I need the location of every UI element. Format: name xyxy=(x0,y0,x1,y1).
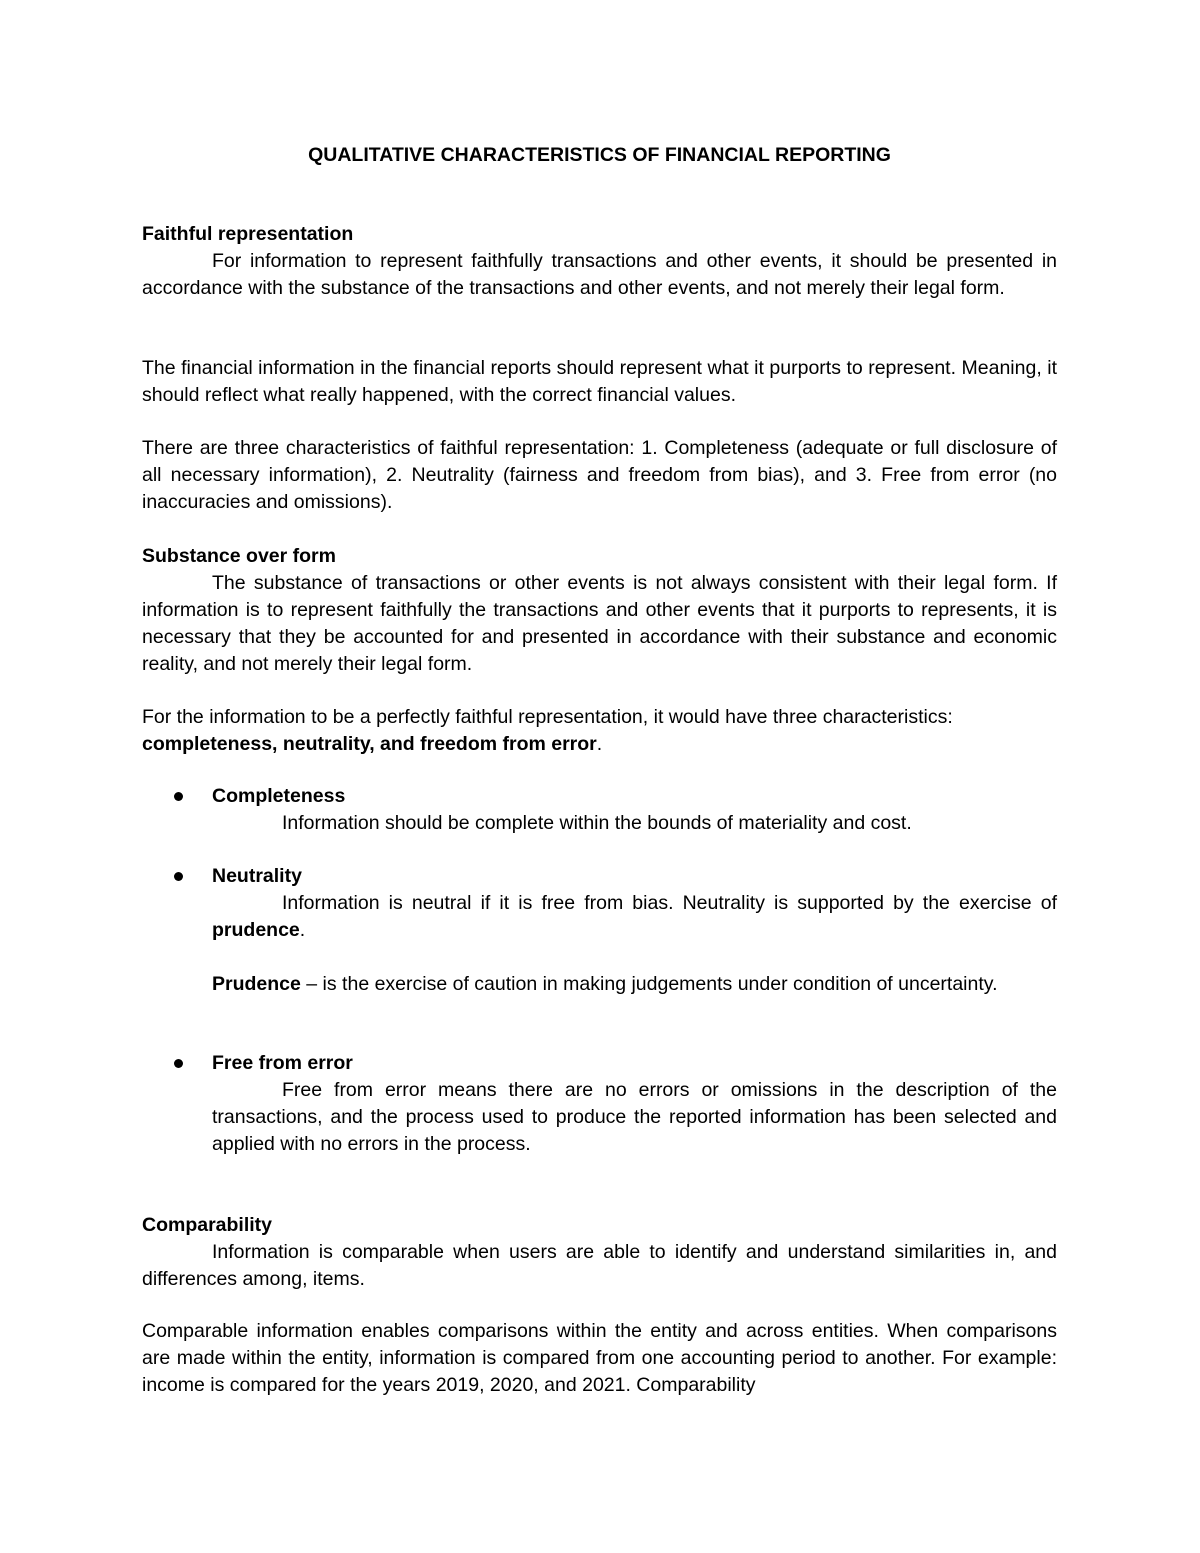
neutrality-text-lead: Information is neutral if it is free from bias. Neutrality is supported by the exercise of xyxy=(282,892,1057,914)
substance-heading: Substance over form xyxy=(142,545,336,567)
substance-characteristics: completeness, neutrality, and freedom from error xyxy=(142,733,597,755)
neutrality-text-end: . xyxy=(299,919,306,941)
bullet-icon xyxy=(174,872,183,881)
neutrality-heading: Neutrality xyxy=(212,865,302,887)
free-from-error-text: Free from error means there are no errors or omissions in the description of the transactions, and the process used to produce the reported information has been selected and applied with no errors in the process. xyxy=(212,1079,1057,1155)
faithful-paragraph-1: For information to represent faithfully transactions and other events, it should be presented in accordance with the substance of the transactions and other events, and not merely their legal form. xyxy=(142,250,1057,299)
neutrality-text xyxy=(212,890,1057,944)
completeness-text: Information should be complete within the bounds of materiality and cost. xyxy=(282,812,912,834)
substance-paragraph-2-lead: For the information to be a perfectly faithful representation, it would have three characteristics: xyxy=(142,706,953,728)
comparability-paragraph-2: Comparable information enables comparisons within the entity and across entities. When comparisons are made within the entity, information is compared from one accounting period to another. For example: income is compared for the years 2019, 2020, and 2021. Comparability xyxy=(142,1320,1057,1396)
page-title: QUALITATIVE CHARACTERISTICS OF FINANCIAL REPORTING xyxy=(308,144,891,166)
prudence-term-inline: prudence xyxy=(212,919,300,941)
prudence-definition-text: – is the exercise of caution in making judgements under condition of uncertainty. xyxy=(300,973,998,995)
substance-paragraph-2-end: . xyxy=(596,733,603,755)
bullet-icon xyxy=(174,792,183,801)
comparability-heading: Comparability xyxy=(142,1214,273,1236)
prudence-definition xyxy=(212,971,1057,998)
faithful-heading: Faithful representation xyxy=(142,223,354,245)
completeness-heading: Completeness xyxy=(212,785,346,807)
bullet-icon xyxy=(174,1059,183,1068)
substance-paragraph-1: The substance of transactions or other events is not always consistent with their legal form. If information is to represent faithfully the transactions and other events that it purports to represents, it is necessary that they be accounted for and presented in accordance with their substance and economic reality, and not merely their legal form. xyxy=(142,572,1057,675)
comparability-paragraph-1: Information is comparable when users are able to identify and understand similarities in, and differences among, items. xyxy=(142,1241,1057,1290)
faithful-paragraph-2: The financial information in the financial reports should represent what it purports to represent. Meaning, it should reflect what really happened, with the correct financial values. xyxy=(142,357,1057,406)
substance-paragraph-2 xyxy=(142,704,1057,758)
prudence-term: Prudence xyxy=(212,973,301,995)
free-from-error-heading: Free from error xyxy=(212,1052,353,1074)
faithful-paragraph-3: There are three characteristics of faithful representation: 1. Completeness (adequate or full disclosure of all necessary information), 2. Neutrality (fairness and freedom from bias), and 3. Free from error (no inaccuracies and omissions). xyxy=(142,437,1057,513)
